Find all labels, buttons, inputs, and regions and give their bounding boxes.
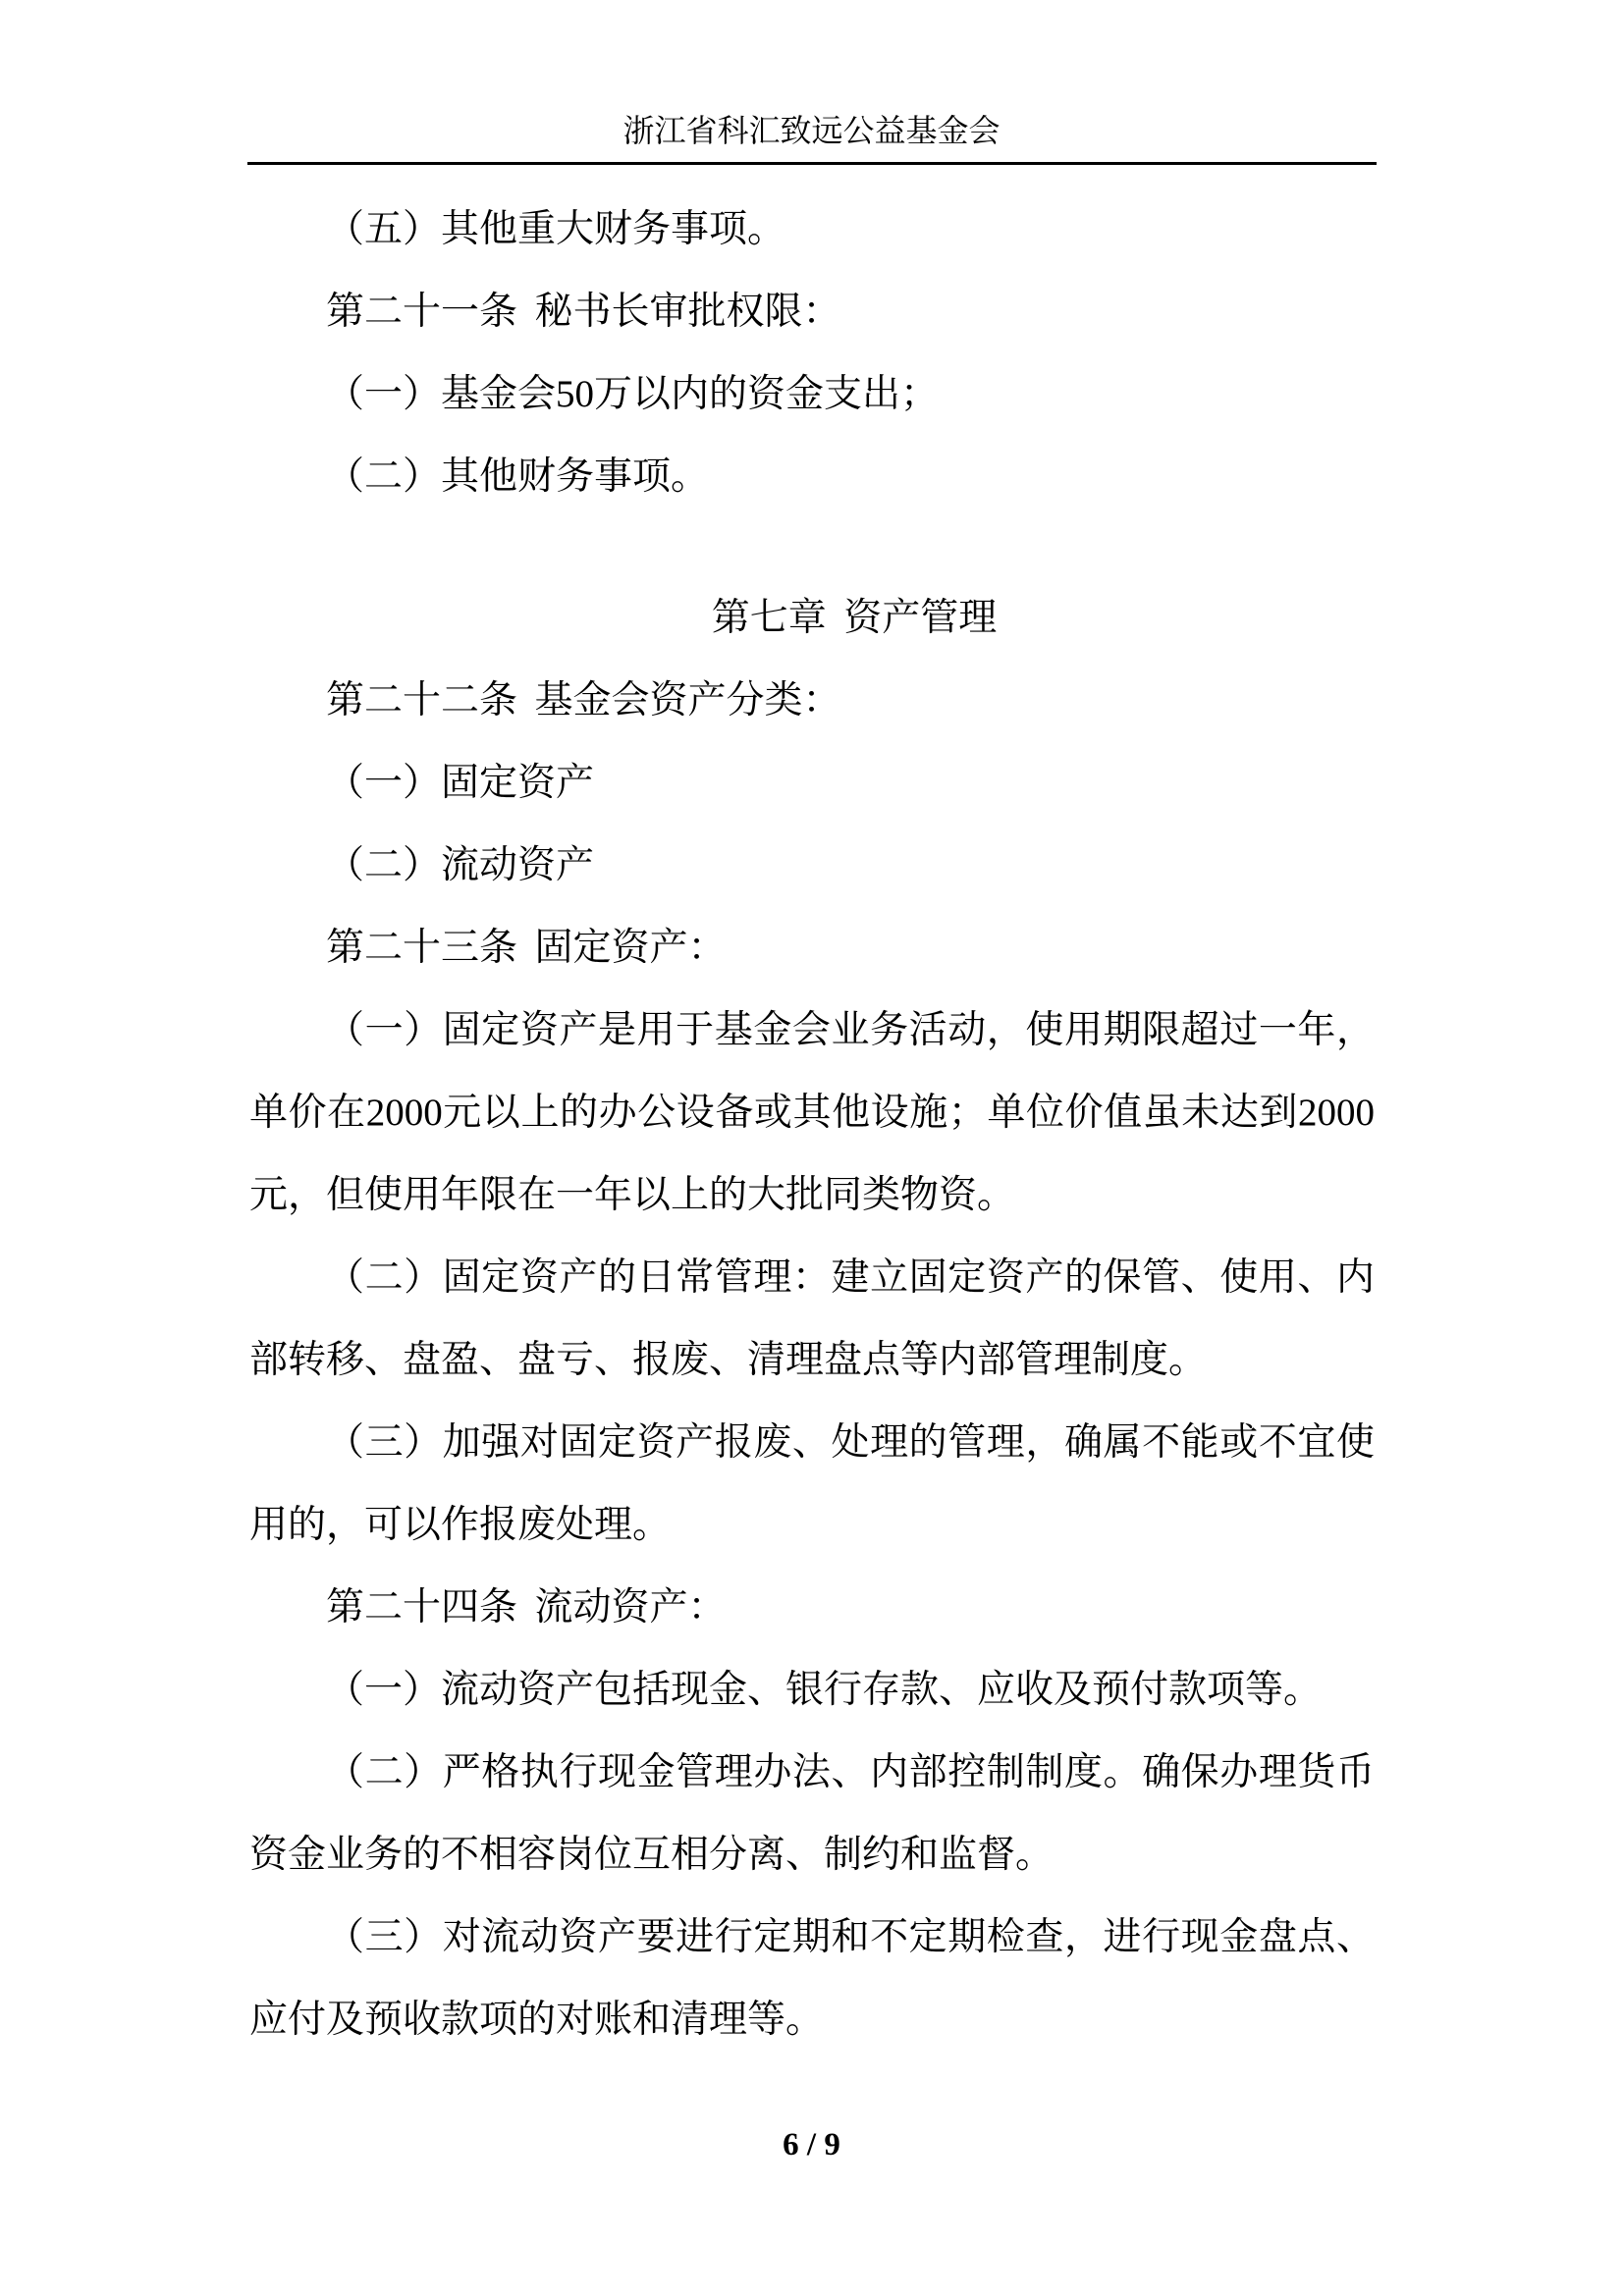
body-line: 部转移、盘盈、盘亏、报废、清理盘点等内部管理制度。 (249, 1339, 1208, 1381)
body-line: （一）基金会50万以内的资金支出； (326, 373, 940, 415)
body-line: （一）固定资产是用于基金会业务活动，使用期限超过一年， (326, 1009, 1375, 1051)
body-line: （三）对流动资产要进行定期和不定期检查，进行现金盘点、 (326, 1916, 1375, 1958)
body-line: 第二十四条 流动资产： (326, 1586, 727, 1629)
page-header (0, 0, 1623, 165)
body-line: 第二十二条 基金会资产分类： (326, 679, 841, 721)
body-line: （二）流动资产 (326, 844, 595, 886)
header-title: 浙江省科汇致远公益基金会 (622, 113, 1001, 148)
body-line: 单价在2000元以上的办公设备或其他设施；单位价值虽未达到2000 (249, 1092, 1375, 1134)
header-divider (247, 162, 1377, 165)
page-number: 6 / 9 (783, 2127, 840, 2163)
chapter-heading: 第七章 资产管理 (711, 597, 998, 639)
body-line: （二）固定资产的日常管理：建立固定资产的保管、使用、内 (326, 1256, 1375, 1299)
body-line: （二）严格执行现金管理办法、内部控制制度。确保办理货币 (326, 1751, 1375, 1793)
body-line: （五）其他重大财务事项。 (326, 208, 786, 250)
body-line: 第二十一条 秘书长审批权限： (326, 291, 841, 333)
body-line: 第二十三条 固定资产： (326, 927, 727, 969)
body-line: 应付及预收款项的对账和清理等。 (249, 1999, 825, 2041)
body-line: 元，但使用年限在一年以上的大批同类物资。 (249, 1174, 1016, 1216)
body-line: 用的，可以作报废处理。 (249, 1504, 672, 1546)
body-line: （三）加强对固定资产报废、处理的管理，确属不能或不宜使 (326, 1421, 1375, 1464)
body-line: （一）流动资产包括现金、银行存款、应收及预付款项等。 (326, 1669, 1323, 1711)
body-line: 资金业务的不相容岗位互相分离、制约和监督。 (249, 1834, 1055, 1876)
body-line: （二）其他财务事项。 (326, 455, 710, 498)
document-body (249, 188, 1375, 2061)
body-line: （一）固定资产 (326, 762, 595, 804)
